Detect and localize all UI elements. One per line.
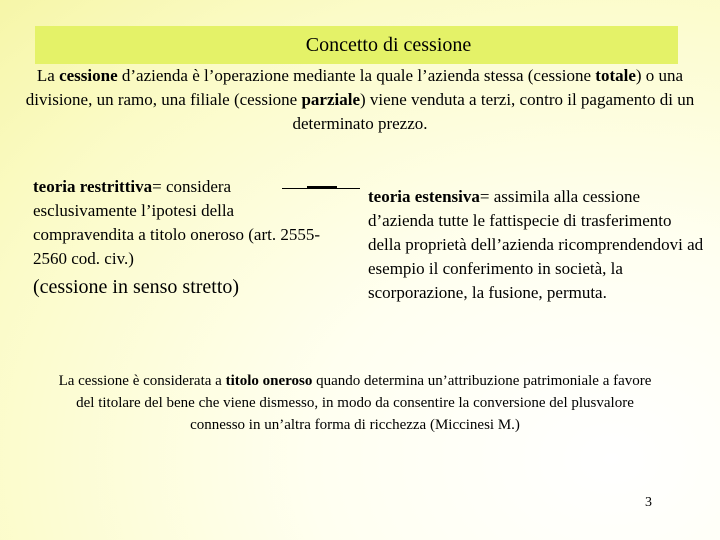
restrictive-theory-note: (cessione in senso stretto) bbox=[33, 276, 240, 298]
quote-term-titolo-oneroso: titolo oneroso bbox=[225, 373, 313, 389]
definition-text-4: ) viene venduta a terzi, contro il pagamento di un determinato prezzo. bbox=[292, 90, 695, 133]
title-bar bbox=[35, 26, 678, 64]
quote-text-1: La cessione è considerata a bbox=[58, 373, 226, 389]
quote-text-2: quando determina un’attribuzione patrimoniale a favore del titolare del bene che viene dismesso, in modo da consentire la conversione del plusvalore connesso in un’altra forma di ricchezza (Miccinesi M.) bbox=[76, 373, 652, 433]
definition-text-3: ) o una divisione, un ramo, una filiale (cessione bbox=[25, 66, 684, 109]
definition-text-1: La bbox=[36, 66, 60, 85]
definition-term-parziale: parziale bbox=[301, 90, 361, 109]
definition-paragraph bbox=[20, 64, 700, 136]
slide-title: Concetto di cessione bbox=[305, 33, 472, 56]
connector-line bbox=[282, 188, 360, 189]
restrictive-theory-term: teoria restrittiva bbox=[33, 177, 153, 196]
onerous-title-paragraph bbox=[55, 370, 655, 436]
extensive-theory bbox=[368, 185, 708, 305]
definition-term-cessione: cessione bbox=[59, 66, 118, 85]
restrictive-theory bbox=[33, 175, 333, 299]
page-number: 3 bbox=[645, 495, 652, 510]
extensive-theory-term: teoria estensiva bbox=[368, 187, 480, 206]
restrictive-theory-text: = considera esclusivamente l’ipotesi della compravendita a titolo oneroso (art. 2555-2560 cod. civ.) bbox=[33, 177, 321, 268]
definition-text-2: d’azienda è l’operazione mediante la quale l’azienda stessa (cessione bbox=[117, 66, 596, 85]
definition-term-totale: totale bbox=[595, 66, 636, 85]
extensive-theory-text: = assimila alla cessione d’azienda tutte le fattispecie di trasferimento della proprietà dell’azienda ricomprendendovi ad esempio il conferimento in società, la scorporazione, la fusione, permuta. bbox=[368, 187, 704, 302]
connector-mark bbox=[307, 186, 337, 188]
